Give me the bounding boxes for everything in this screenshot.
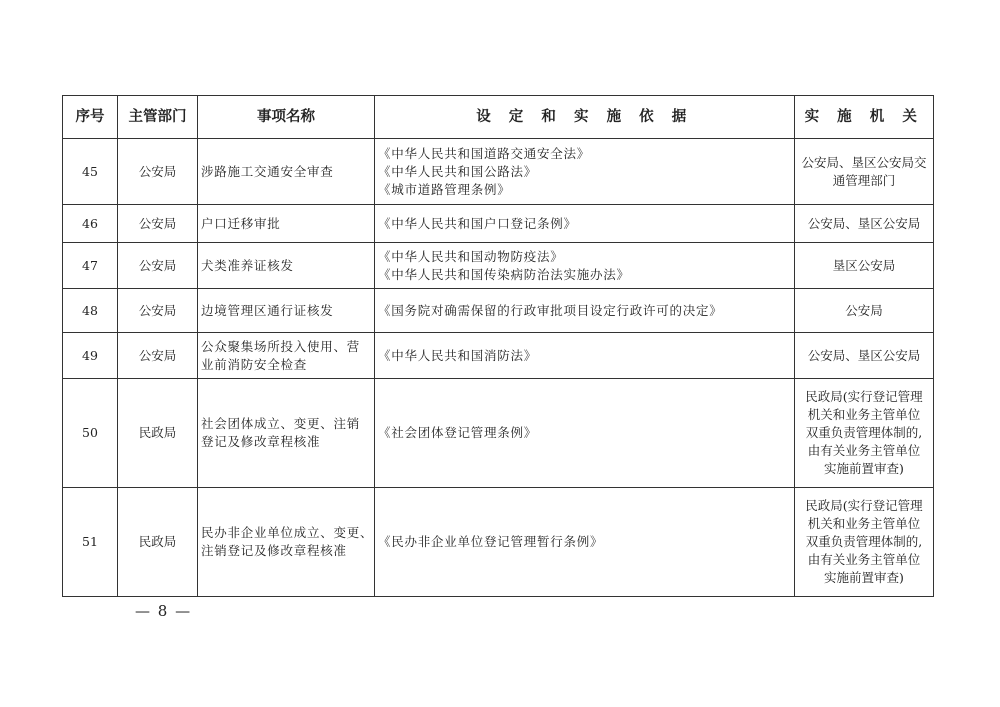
row-department: 公安局 bbox=[118, 139, 198, 205]
row-basis bbox=[375, 289, 795, 333]
row-basis bbox=[375, 333, 795, 379]
row-basis bbox=[375, 488, 795, 597]
institution-line: 民政局(实行登记管理 bbox=[805, 498, 923, 513]
institution-line: 实施前置审查) bbox=[824, 570, 904, 585]
row-department: 公安局 bbox=[118, 333, 198, 379]
item-name-line: 涉路施工交通安全审查 bbox=[201, 163, 334, 179]
row-number: 47 bbox=[63, 243, 118, 289]
institution-line: 机关和业务主管单位 bbox=[807, 407, 921, 422]
institution-line: 公安局 bbox=[845, 302, 883, 318]
basis-line: 《中华人民共和国动物防疫法》 bbox=[378, 248, 564, 264]
header-dept: 主管部门 bbox=[118, 96, 198, 139]
item-name-line: 边境管理区通行证核发 bbox=[201, 302, 334, 318]
row-number: 48 bbox=[63, 289, 118, 333]
page-number: — 8 — bbox=[135, 602, 192, 620]
row-institution bbox=[795, 139, 934, 205]
basis-line: 《城市道路管理条例》 bbox=[378, 181, 511, 197]
item-name-line: 登记及修改章程核准 bbox=[201, 434, 321, 449]
basis-line: 《中华人民共和国道路交通安全法》 bbox=[378, 145, 591, 161]
institution-line: 机关和业务主管单位 bbox=[807, 516, 921, 531]
table-row bbox=[63, 488, 934, 597]
row-department: 公安局 bbox=[118, 205, 198, 243]
row-institution bbox=[795, 488, 934, 597]
table-row bbox=[63, 139, 934, 205]
item-name-line: 业前消防安全检查 bbox=[201, 356, 308, 372]
basis-line: 《国务院对确需保留的行政审批项目设定行政许可的决定》 bbox=[378, 302, 723, 318]
row-item-name bbox=[198, 139, 375, 205]
institution-line: 公安局、垦区公安局 bbox=[807, 347, 921, 363]
header-num: 序号 bbox=[63, 96, 118, 139]
row-department: 公安局 bbox=[118, 289, 198, 333]
item-name-line: 犬类准养证核发 bbox=[201, 257, 294, 273]
row-institution bbox=[795, 379, 934, 488]
item-name-line: 社会团体成立、变更、注销 bbox=[201, 416, 361, 431]
row-number: 49 bbox=[63, 333, 118, 379]
row-department: 公安局 bbox=[118, 243, 198, 289]
item-name-line: 户口迁移审批 bbox=[201, 215, 281, 231]
header-name: 事项名称 bbox=[198, 96, 375, 139]
item-name-line: 注销登记及修改章程核准 bbox=[201, 543, 347, 558]
table-row bbox=[63, 289, 934, 333]
item-name-line: 民办非企业单位成立、变更、 bbox=[201, 525, 374, 540]
table-header-row bbox=[63, 96, 934, 139]
row-number: 50 bbox=[63, 379, 118, 488]
row-item-name bbox=[198, 243, 375, 289]
row-item-name bbox=[198, 205, 375, 243]
institution-line: 民政局(实行登记管理 bbox=[805, 389, 923, 404]
row-number: 46 bbox=[63, 205, 118, 243]
row-basis bbox=[375, 139, 795, 205]
table-row bbox=[63, 379, 934, 488]
row-basis bbox=[375, 243, 795, 289]
row-item-name bbox=[198, 289, 375, 333]
header-institution: 实 施 机 关 bbox=[795, 96, 934, 139]
row-department: 民政局 bbox=[118, 488, 198, 597]
institution-line: 双重负责管理体制的, bbox=[805, 425, 923, 440]
row-item-name bbox=[198, 379, 375, 488]
row-institution bbox=[795, 205, 934, 243]
basis-line: 《民办非企业单位登记管理暂行条例》 bbox=[378, 534, 604, 549]
institution-line: 公安局、垦区公安局 bbox=[807, 215, 921, 231]
institution-line: 实施前置审查) bbox=[824, 461, 904, 476]
institution-line: 垦区公安局 bbox=[832, 257, 896, 273]
institution-line: 双重负责管理体制的, bbox=[805, 534, 923, 549]
basis-line: 《中华人民共和国传染病防治法实施办法》 bbox=[378, 266, 630, 282]
row-department: 民政局 bbox=[118, 379, 198, 488]
row-institution bbox=[795, 289, 934, 333]
item-name-line: 公众聚集场所投入使用、营 bbox=[201, 338, 361, 354]
institution-line: 由有关业务主管单位 bbox=[807, 443, 921, 458]
table-row bbox=[63, 205, 934, 243]
table-row bbox=[63, 333, 934, 379]
row-number: 45 bbox=[63, 139, 118, 205]
basis-line: 《中华人民共和国公路法》 bbox=[378, 163, 538, 179]
table-row bbox=[63, 243, 934, 289]
approval-items-table bbox=[62, 95, 934, 597]
row-basis bbox=[375, 379, 795, 488]
row-item-name bbox=[198, 488, 375, 597]
row-item-name bbox=[198, 333, 375, 379]
institution-line: 由有关业务主管单位 bbox=[807, 552, 921, 567]
row-institution bbox=[795, 333, 934, 379]
institution-line: 通管理部门 bbox=[832, 172, 896, 188]
row-basis bbox=[375, 205, 795, 243]
basis-line: 《中华人民共和国户口登记条例》 bbox=[378, 215, 577, 231]
basis-line: 《中华人民共和国消防法》 bbox=[378, 347, 538, 363]
basis-line: 《社会团体登记管理条例》 bbox=[378, 425, 538, 440]
institution-line: 公安局、垦区公安局交 bbox=[801, 154, 927, 170]
header-basis: 设 定 和 实 施 依 据 bbox=[375, 96, 795, 139]
row-institution bbox=[795, 243, 934, 289]
row-number: 51 bbox=[63, 488, 118, 597]
